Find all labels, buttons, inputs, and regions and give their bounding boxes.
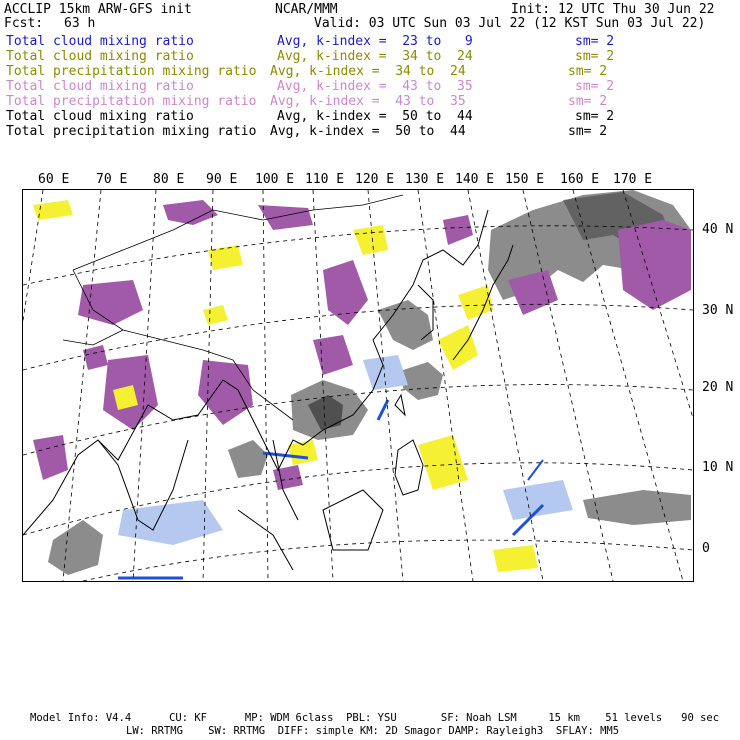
lon-label: 90 E bbox=[206, 172, 238, 187]
longitude-line bbox=[263, 190, 268, 581]
legend-field: Total precipitation mixing ratio bbox=[6, 124, 257, 139]
legend-avg: Avg, k-index = 50 to 44 bbox=[270, 124, 466, 139]
yellow-precip-patch bbox=[353, 225, 388, 255]
coastline-sumatra bbox=[238, 510, 293, 570]
purple-cloud-patch bbox=[33, 435, 68, 480]
legend-avg: Avg, k-index = 43 to 35 bbox=[270, 94, 466, 109]
model-physics-line: LW: RRTMG SW: RRTMG DIFF: simple KM: 2D Smagor DAMP: Rayleigh3 SFLAY: MM5 bbox=[126, 725, 620, 737]
map-canvas bbox=[23, 190, 693, 581]
coastline-taiwan bbox=[395, 395, 405, 415]
yellow-precip-patch bbox=[288, 440, 318, 465]
light-blue-cloud bbox=[503, 480, 573, 520]
forecast-label: Fcst: bbox=[4, 16, 44, 31]
organization-label: NCAR/MMM bbox=[275, 2, 338, 17]
legend-smoothing: sm= 2 bbox=[568, 94, 608, 109]
coastline-borneo bbox=[323, 490, 383, 550]
legend-field: Total cloud mixing ratio bbox=[6, 49, 194, 64]
gray-cloud-japan bbox=[378, 300, 433, 350]
legend-avg: Avg, k-index = 43 to 35 bbox=[277, 79, 473, 94]
lon-label: 140 E bbox=[455, 172, 495, 187]
gray-cloud-typhoon bbox=[403, 362, 443, 400]
legend-smoothing: sm= 2 bbox=[568, 124, 608, 139]
legend-avg: Avg, k-index = 50 to 44 bbox=[277, 109, 473, 124]
purple-cloud-patch bbox=[323, 260, 368, 325]
model-info-line: Model Info: V4.4 CU: KF MP: WDM 6class PBL: YSU SF: Noah LSM 15 km 51 levels 90 sec bbox=[30, 712, 720, 724]
lat-label: 0 bbox=[702, 541, 710, 556]
legend-avg: Avg, k-index = 34 to 24 bbox=[270, 64, 466, 79]
yellow-precip-patch bbox=[493, 545, 538, 572]
yellow-precip-patch bbox=[418, 435, 468, 490]
lon-label: 170 E bbox=[613, 172, 653, 187]
purple-cloud-patch bbox=[313, 335, 353, 375]
legend-smoothing: sm= 2 bbox=[575, 34, 615, 49]
gray-cloud-indochina bbox=[228, 440, 268, 478]
purple-cloud-patch bbox=[83, 345, 108, 370]
gray-cloud-west bbox=[48, 520, 103, 575]
lon-label: 100 E bbox=[255, 172, 295, 187]
lat-label: 30 N bbox=[702, 303, 734, 318]
yellow-precip-patch bbox=[203, 305, 228, 325]
legend-field: Total cloud mixing ratio bbox=[6, 79, 194, 94]
purple-cloud-patch bbox=[198, 360, 253, 425]
model-title: ACCLIP 15km ARW-GFS init bbox=[4, 2, 192, 17]
lon-label: 60 E bbox=[38, 172, 70, 187]
map-panel bbox=[22, 189, 694, 582]
coastline-philippines bbox=[395, 440, 423, 495]
legend-field: Total precipitation mixing ratio bbox=[6, 64, 257, 79]
lon-label: 70 E bbox=[96, 172, 128, 187]
lat-label: 20 N bbox=[702, 380, 734, 395]
legend-smoothing: sm= 2 bbox=[575, 109, 615, 124]
forecast-hour: 63 h bbox=[64, 16, 96, 31]
lon-label: 160 E bbox=[560, 172, 600, 187]
purple-cloud-patch bbox=[443, 215, 473, 245]
blue-cloud-streak bbox=[378, 400, 388, 420]
legend-smoothing: sm= 2 bbox=[575, 79, 615, 94]
yellow-precip-patch bbox=[458, 285, 493, 320]
purple-cloud-patch bbox=[78, 280, 143, 325]
valid-time: Valid: 03 UTC Sun 03 Jul 22 (12 KST Sun 03 Jul 22) bbox=[314, 16, 706, 31]
lon-label: 80 E bbox=[153, 172, 185, 187]
legend-smoothing: sm= 2 bbox=[575, 49, 615, 64]
lon-label: 110 E bbox=[305, 172, 345, 187]
purple-cloud-patch bbox=[258, 205, 313, 230]
border-india bbox=[63, 330, 123, 345]
legend-field: Total cloud mixing ratio bbox=[6, 109, 194, 124]
latitude-line bbox=[83, 540, 693, 581]
longitude-line bbox=[23, 190, 43, 581]
legend-smoothing: sm= 2 bbox=[568, 64, 608, 79]
lon-label: 130 E bbox=[405, 172, 445, 187]
yellow-precip-patch bbox=[208, 245, 243, 270]
lon-label: 120 E bbox=[355, 172, 395, 187]
legend-field: Total precipitation mixing ratio bbox=[6, 94, 257, 109]
purple-cloud-patch bbox=[618, 220, 691, 310]
legend-field: Total cloud mixing ratio bbox=[6, 34, 194, 49]
init-time: Init: 12 UTC Thu 30 Jun 22 bbox=[511, 2, 715, 17]
lon-label: 150 E bbox=[505, 172, 545, 187]
legend-avg: Avg, k-index = 34 to 24 bbox=[277, 49, 473, 64]
lat-label: 40 N bbox=[702, 222, 734, 237]
lat-label: 10 N bbox=[702, 460, 734, 475]
legend-avg: Avg, k-index = 23 to 9 bbox=[277, 34, 473, 49]
